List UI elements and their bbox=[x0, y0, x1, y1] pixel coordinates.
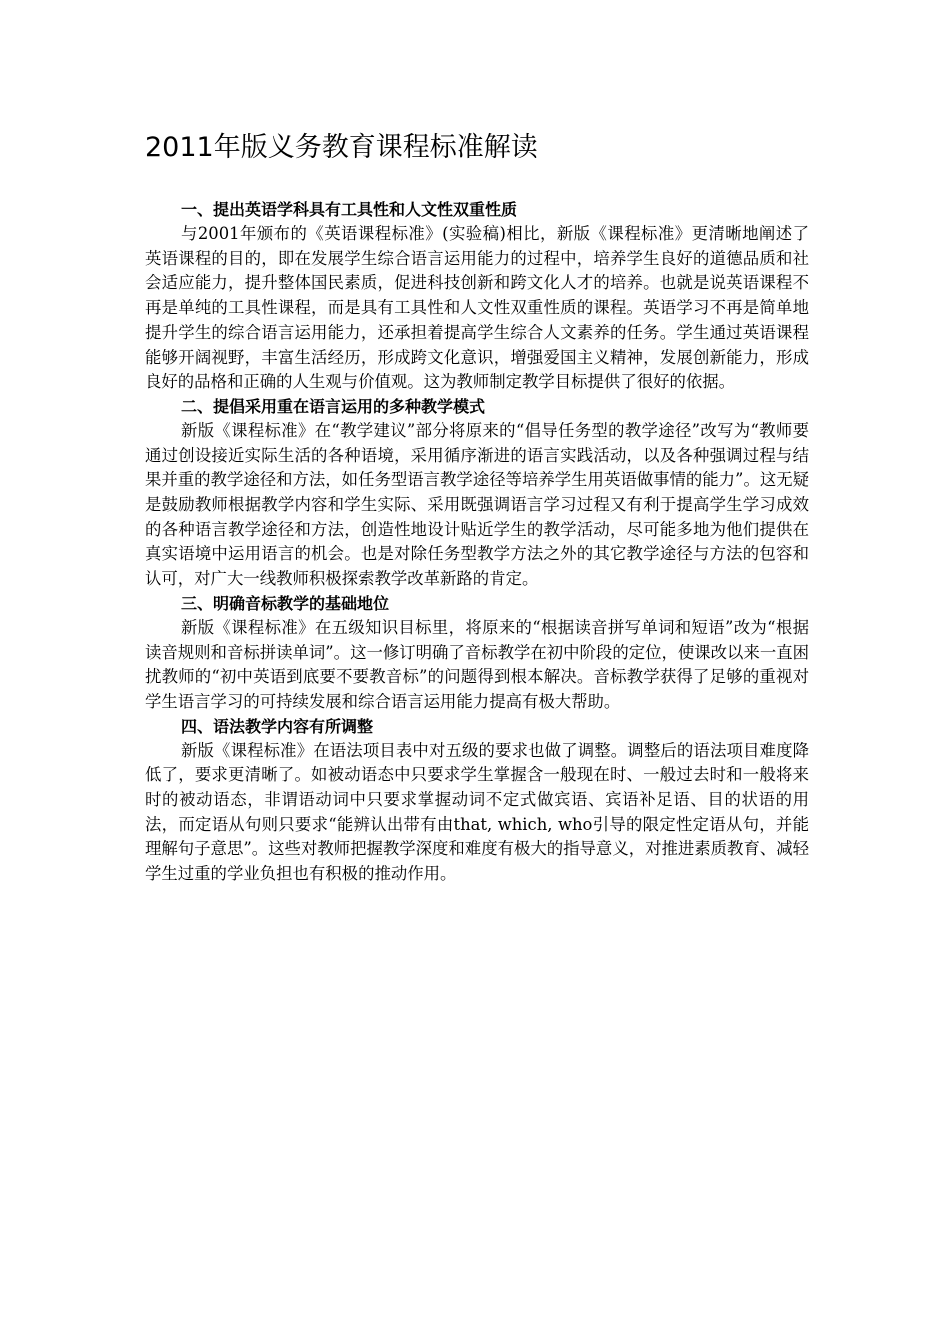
section-paragraph: 与2001年颁布的《英语课程标准》(实验稿)相比，新版《课程标准》更清晰地阐述了英语课程的目的，即在发展学生综合语言运用能力的过程中，培养学生良好的道德品质和社会适应能力，提升整体国民素质，促进科技创新和跨文化人才的培养。也就是说英语课程不再是单纯的工具性课程，而是具有工具性和人文性双重性质的课程。英语学习不再是简单地提升学生的综合语言运用能力，还承担着提高学生综合人文素养的任务。学生通过英语课程能够开阔视野，丰富生活经历，形成跨文化意识，增强爱国主义精神，发展创新能力，形成良好的品格和正确的人生观与价值观。这为教师制定教学目标提供了很好的依据。 bbox=[145, 224, 809, 392]
section-paragraph: 新版《课程标准》在语法项目表中对五级的要求也做了调整。调整后的语法项目难度降低了，要求更清晰了。如被动语态中只要求学生掌握含一般现在时、一般过去时和一般将来时的被动语态，非谓语动词中只要求掌握动词不定式做宾语、宾语补足语、目的状语的用法，而定语从句则只要求“能辨认出带有由that, which, who引导的限定性定语从句，并能理解句子意思”。这些对教师把握教学深度和难度有极大的指导意义，对推进素质教育、减轻学生过重的学业负担也有积极的推动作用。 bbox=[145, 740, 810, 884]
section-2 bbox=[145, 395, 809, 592]
section-3 bbox=[145, 592, 809, 715]
section-1 bbox=[145, 198, 809, 395]
section-4 bbox=[145, 715, 809, 887]
section-paragraph: 新版《课程标准》在五级知识目标里，将原来的“根据读音拼写单词和短语”改为“根据读音规则和音标拼读单词”。这一修订明确了音标教学在初中阶段的定位，使课改以来一直困扰教师的“初中英语到底要不要教音标”的问题得到根本解决。音标教学获得了足够的重视对学生语言学习的可持续发展和综合语言运用能力提高有极大帮助。 bbox=[145, 617, 810, 711]
document-page bbox=[145, 128, 809, 887]
section-heading: 四、语法教学内容有所调整 bbox=[181, 716, 374, 736]
section-heading: 二、提倡采用重在语言运用的多种教学模式 bbox=[181, 396, 486, 416]
section-heading: 一、提出英语学科具有工具性和人文性双重性质 bbox=[181, 200, 518, 219]
section-paragraph: 新版《课程标准》在“教学建议”部分将原来的“倡导任务型的教学途径”改写为“教师要通过创设接近实际生活的各种语境，采用循序渐进的语言实践活动，以及各种强调过程与结果并重的教学途径和方法，如任务型语言教学途径等培养学生用英语做事情的能力”。这无疑是鼓励教师根据教学内容和学生实际、采用既强调语言学习过程又有利于提高学生学习成效的各种语言教学途径和方法，创造性地设计贴近学生的教学活动，尽可能多地为他们提供在真实语境中运用语言的机会。也是对除任务型教学方法之外的其它教学途径与方法的包容和认可，对广大一线教师积极探索教学改革新路的肯定。 bbox=[145, 420, 810, 589]
document-title: 2011年版义务教育课程标准解读 bbox=[145, 132, 538, 163]
section-heading: 三、明确音标教学的基础地位 bbox=[181, 593, 390, 613]
